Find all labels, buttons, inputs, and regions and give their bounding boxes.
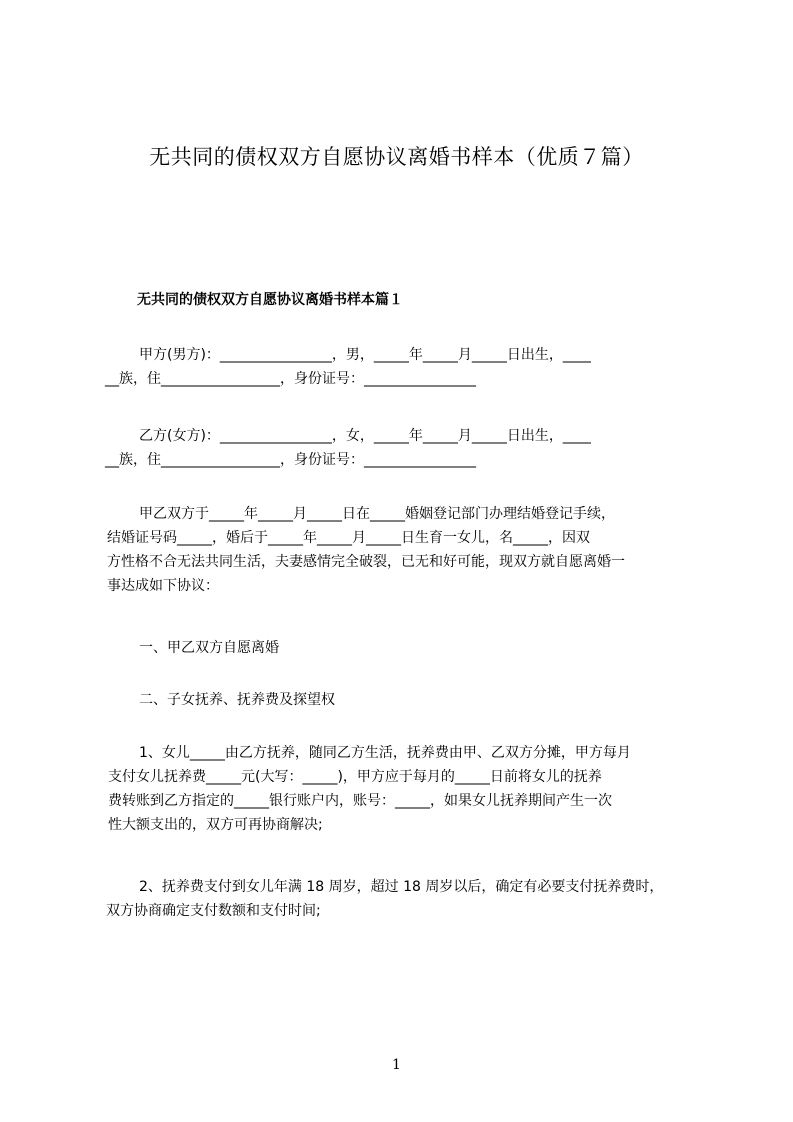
text-line: 1、女儿_____由乙方抚养，随同乙方生活，抚养费由甲、乙双方分摊，甲方每月 (139, 745, 631, 761)
document-title: 无共同的债权双方自愿协议离婚书样本（优质７篇） (149, 145, 644, 169)
text-line: 2、抚养费支付到女儿年满 18 周岁，超过 18 周岁以后，确定有必要支付抚养费时， (139, 879, 664, 895)
text-line: 方性格不合无法共同生活，夫妻感情完全破裂，已无和好可能，现双方就自愿离婚一 (107, 554, 625, 570)
support-duration-paragraph (106, 875, 664, 923)
text-line: 结婚证号码_____，婚后于_____年_____月_____日生育一女儿，名_____，因双 (107, 530, 590, 546)
marriage-info-paragraph (107, 502, 625, 598)
text-line: 甲方(男方)：________________，男，_____年_____月_____日出生，____ (139, 347, 591, 363)
clause-heading-1 (139, 636, 279, 660)
text-line: 事达成如下协议： (107, 578, 219, 594)
text-line: 性大额支出的，双方可再协商解决; (108, 817, 323, 833)
text-line: 费转账到乙方指定的_____银行账户内，账号：_____，如果女儿抚养期间产生一次 (108, 793, 612, 809)
text-line: 一、甲乙双方自愿离婚 (139, 640, 279, 656)
text-line: 乙方(女方)：________________，女，_____年_____月_____日出生，____ (139, 428, 591, 444)
text-line: 双方协商确定支付数额和支付时间; (106, 903, 321, 919)
clause-heading-2 (139, 688, 335, 712)
party-a-paragraph (105, 343, 591, 391)
text-line: 二、子女抚养、抚养费及探望权 (139, 692, 335, 708)
section-title: 无共同的债权双方自愿协议离婚书样本篇１ (137, 292, 403, 308)
text-line: 支付女儿抚养费_____元(大写：_____)，甲方应于每月的_____日前将女儿的抚养 (108, 769, 602, 785)
text-line: 甲乙双方于_____年_____月_____日在_____婚姻登记部门办理结婚登记手续， (139, 506, 615, 522)
text-line: __族，住_________________，身份证号：________________ (105, 371, 476, 387)
party-b-paragraph (105, 424, 591, 472)
page-number: 1 (392, 1057, 401, 1073)
child-support-paragraph (108, 741, 631, 837)
text-line: __族，住_________________，身份证号：________________ (105, 452, 476, 468)
